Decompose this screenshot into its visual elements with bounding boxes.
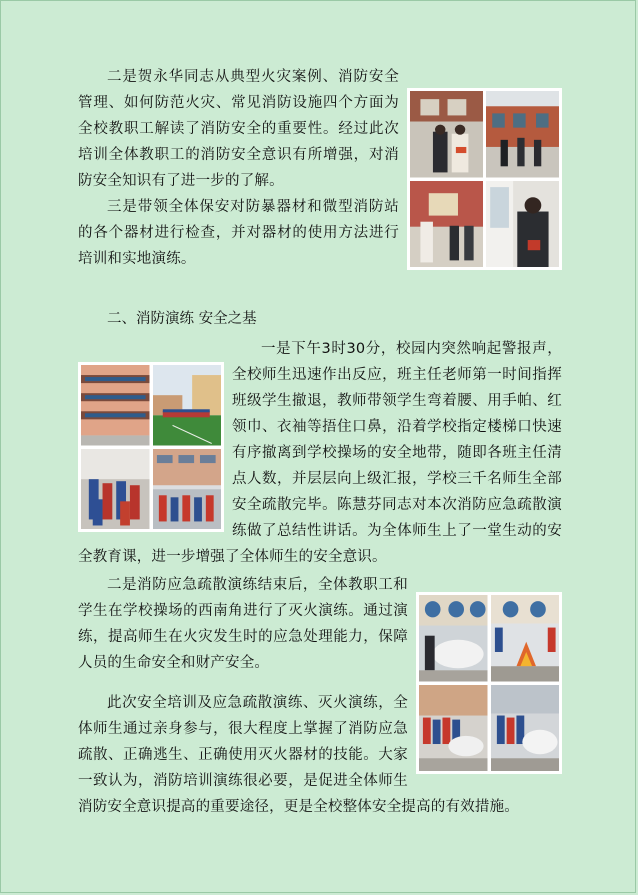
paragraph-1-text: 二是贺永华同志从典型火灾案例、消防安全管理、如何防范火灾、常见消防设施四个方面为全校教职工解读了消防安全的重要性。经过此次培训全体教职工的消防安全意识有所增强，对消防安全知识有了进一步的了解。 bbox=[78, 69, 399, 189]
photo-grid-training bbox=[407, 88, 562, 270]
paragraph-3-text: 一是下午3时30分，校园内突然响起警报声，全校师生迅速作出反应，班主任老师第一时间指挥班级学生撤退，教师带领学生弯着腰、用手帕、红领巾、衣袖等捂住口鼻，沿着学校指定楼梯口快速有序撤离到学校操场的安全地带，随即各班主任清点人数，并层层向上级汇报，学校三千名师生全部安全疏散完毕。陈慧芬同志对本次消防应急疏散演练做了总结性讲话。为全体师生上了一堂生动的安全教育课，进一步增强了全体师生的安全意识。 bbox=[78, 341, 562, 565]
photo-grid-fire-drill bbox=[416, 592, 562, 774]
paragraph-2-text: 三是带领全体保安对防暴器材和微型消防站的各个器材进行检查，并对器材的使用方法进行培训和实地演练。 bbox=[78, 199, 399, 267]
photo-training-1 bbox=[410, 91, 483, 178]
photo-training-2 bbox=[486, 91, 559, 178]
photo-evacuation-4 bbox=[153, 449, 222, 530]
paragraph-fire-drill bbox=[78, 572, 562, 820]
photo-fire-drill-4 bbox=[491, 685, 560, 772]
photo-evacuation-3 bbox=[81, 449, 150, 530]
paragraph-4-text: 二是消防应急疏散演练结束后，全体教职工和学生在学校操场的西南角进行了灭火演练。通过演练，提高师生在火灾发生时的应急处理能力，保障人员的生命安全和财产安全。 bbox=[78, 577, 408, 671]
photo-fire-drill-3 bbox=[419, 685, 488, 772]
photo-fire-drill-2 bbox=[491, 595, 560, 682]
paragraph-training-content bbox=[78, 64, 562, 274]
photo-evacuation-1 bbox=[81, 365, 150, 446]
photo-evacuation-2 bbox=[153, 365, 222, 446]
section-heading-drill: 二、消防演练 安全之基 bbox=[107, 311, 257, 327]
paragraph-evacuation bbox=[78, 336, 562, 570]
photo-fire-drill-1 bbox=[419, 595, 488, 682]
paragraph-5-text: 此次安全培训及应急疏散演练、灭火演练，全体师生通过亲身参与，很大程度上掌握了消防应急疏散、正确逃生、正确使用灭火器材的技能。大家一致认为，消防培训演练很必要，是促进全体师生消防安全意识提高的重要途径，更是全校整体安全提高的有效措施。 bbox=[78, 695, 519, 815]
photo-grid-evacuation bbox=[78, 362, 224, 532]
photo-training-3 bbox=[410, 181, 483, 268]
photo-training-4 bbox=[486, 181, 559, 268]
